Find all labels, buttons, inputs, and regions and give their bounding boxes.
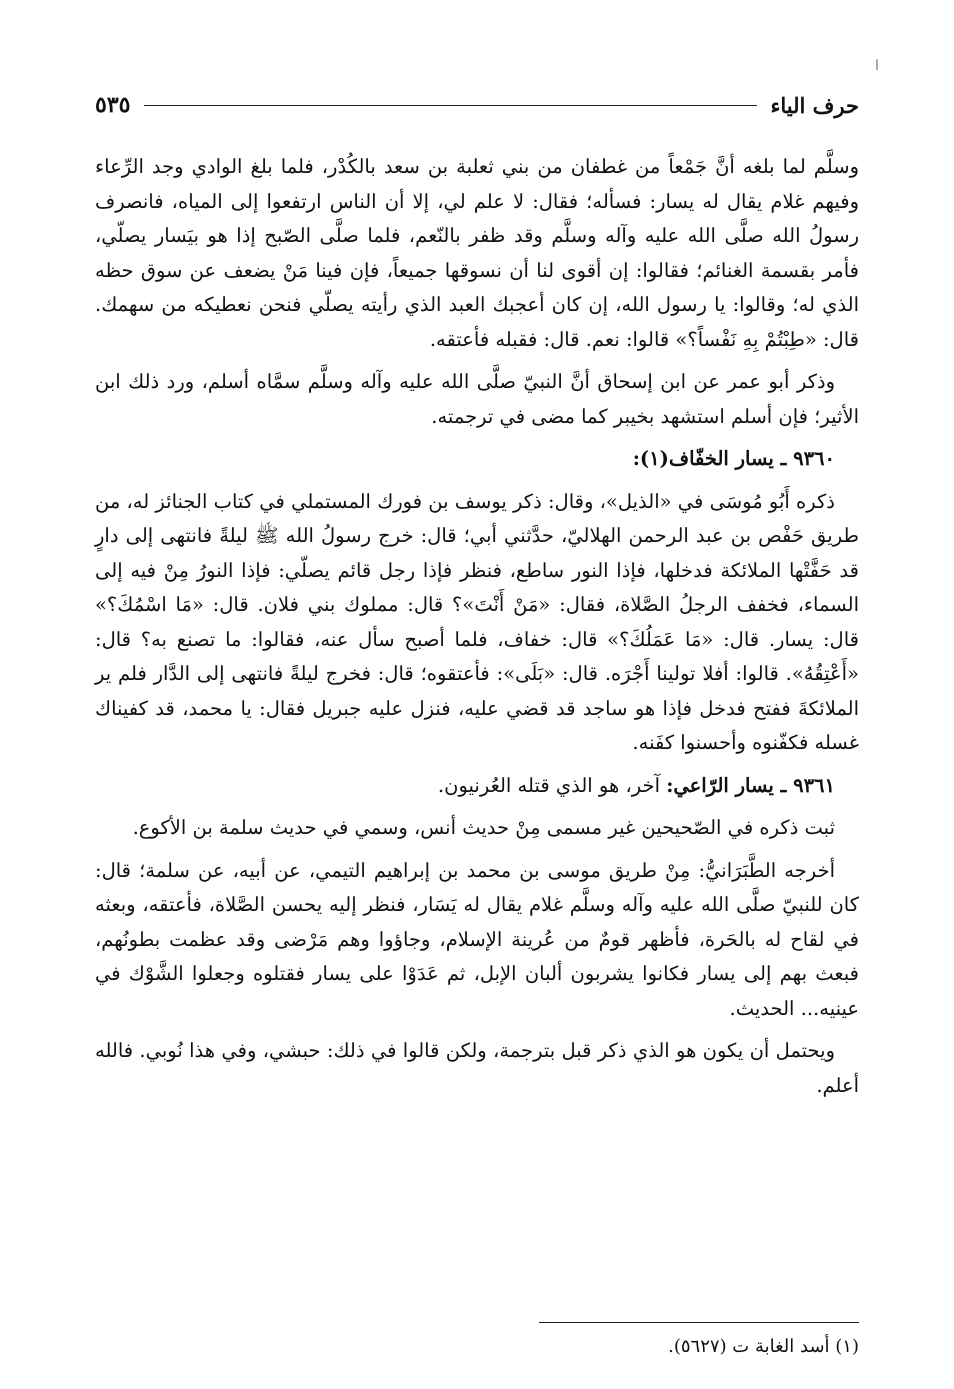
paragraph-text: ويحتمل أن يكون هو الذي ذكر قبل بترجمة، ولكن قالوا في ذلك: حبشي، وفي هذا نُوبي. فالله أعلم.: [95, 1039, 859, 1097]
running-header: [95, 88, 859, 122]
paragraph: [95, 1034, 859, 1103]
entry-heading: [95, 442, 859, 477]
main-text: [95, 150, 859, 1111]
paragraph-text: ذكره أَبُو مُوسَى في «الذيل»، وقال: ذكر يوسف بن فورك المستملي في كتاب الجنائز له، من طريق حَفْص بن عبد الرحمن الهلاليّ، حدَّثني أبي؛ قال: خرج رسولُ الله ﷺ ليلةً فانتهى إلى دارٍ قد حَفَّتْها الملائكة فدخلها، فإذا النور ساطع، فنظر فإذا رجل قائم يصلّي: فإذا النورُ مِنْ فيه إلى السماء، فخفف الرجلُ الصَّلاة، فقال: «مَنْ أَنْتَ»؟ قال: مملوك بني فلان. قال: «مَا اسْمُكَ؟» قال: يسار. قال: «مَا عَمَلُكَ؟» قال: خفاف، فلما أصبح سأل عنه، فقالوا: ما تصنع به؟ قال: «أَعْتِقُهُ». قالوا: أفلا تولينا أَجْرَه. قال: «بَلَى»: فأعتقوه؛ قال: فخرج ليلةً فانتهى إلى الدَّار فلم ير الملائكةَ ففتح فدخل فإذا هو ساجد قد قضي عليه، فنزل عليه جبريل فقال: يا محمد، قد كفيناك غسله فكفّنوه وأحسنوا كفَنه.: [95, 489, 859, 754]
header-rule: [144, 105, 756, 106]
footnote-rule: [539, 1322, 859, 1323]
paragraph: [95, 854, 859, 1027]
entry-title: ٩٣٦١ ـ يسار الرّاعي:: [666, 773, 835, 797]
paragraph: [95, 365, 859, 434]
paragraph: [95, 150, 859, 357]
entry-text: آخر، هو الذي قتله العُرنيون.: [437, 773, 667, 797]
entry-title: ٩٣٦٠ ـ يسار الخفّاف(١):: [632, 447, 835, 470]
margin-mark: ا: [875, 58, 879, 74]
chapter-title: حرف الياء: [770, 92, 859, 118]
paragraph-text: أخرجه الطَّبَرَانيُّ: مِنْ طريق موسى بن محمد بن إبراهيم التيمي، عن أبيه، عن سلمة؛ قال: كان للنبيّ صلَّى الله عليه وآله وسلَّم غلام يقال له يَسَار، فنظر إليه يحسن الصَّلاة، فأعتقه، وبعثه في لقاح له بالحَرة، فأظهر قومٌ من عُرينة الإسلام، وجاؤوا وهم مَرْضى وقد عظمت بطونُهم، فبعث بهم إلى يسار فكانوا يشربون ألبان الإبل، ثم عَدَوْا على يسار فقتلوه وجعلوا الشَّوْك في عينيه... الحديث.: [95, 858, 859, 1020]
paragraph-text: ثبت ذكره في الصّحيحين غير مسمى مِنْ حديث أنس، وسمي في حديث سلمة بن الأكوع.: [132, 816, 835, 839]
paragraph-text: وسلَّم لما بلغه أنَّ جَمْعاً من غطفان من بني ثعلبة بن سعد بالكُدْر، فلما بلغ الوادي وجد الرِّعاء وفيهم غلام يقال له يسار: فسأله؛ فقال: لا علم لي، إلا أن الناس ارتفعوا إلى المياه، فانصرف رسولُ الله صلَّى الله عليه وآله وسلَّم وقد ظفر بالنّعم، فلما صلَّى الصّبح إذا هو بيَسار يصلّي، فأمر بقسمة الغنائم؛ فقالوا: إن أقوى لنا أن نسوقها جميعاً، فإن فينا مَنْ يضعف عن سوق حظه الذي له؛ وقالوا: يا رسول الله، إن كان أعجبك العبد الذي رأيته يصلّي فنحن نعطيكه من سهمك. قال: «طِبْتُمْ بِهِ نَفْساً؟» قالوا: نعم. قال: فقبله فأعتقه.: [95, 155, 859, 351]
paragraph: [95, 811, 859, 846]
paragraph-text: وذكر أبو عمر عن ابن إسحاق أنَّ النبيّ صلَّى الله عليه وآله وسلَّم سمَّاه أسلم، ورد ذلك ابن الأثير؛ فإن أسلم استشهد بخيبر كما مضى في ترجمته.: [95, 370, 859, 428]
footnote: (١) أسد الغابة ت (٥٦٢٧).: [668, 1336, 859, 1357]
paragraph: [95, 485, 859, 761]
page-number: ٥٣٥: [95, 92, 131, 118]
entry-heading: [95, 769, 859, 804]
